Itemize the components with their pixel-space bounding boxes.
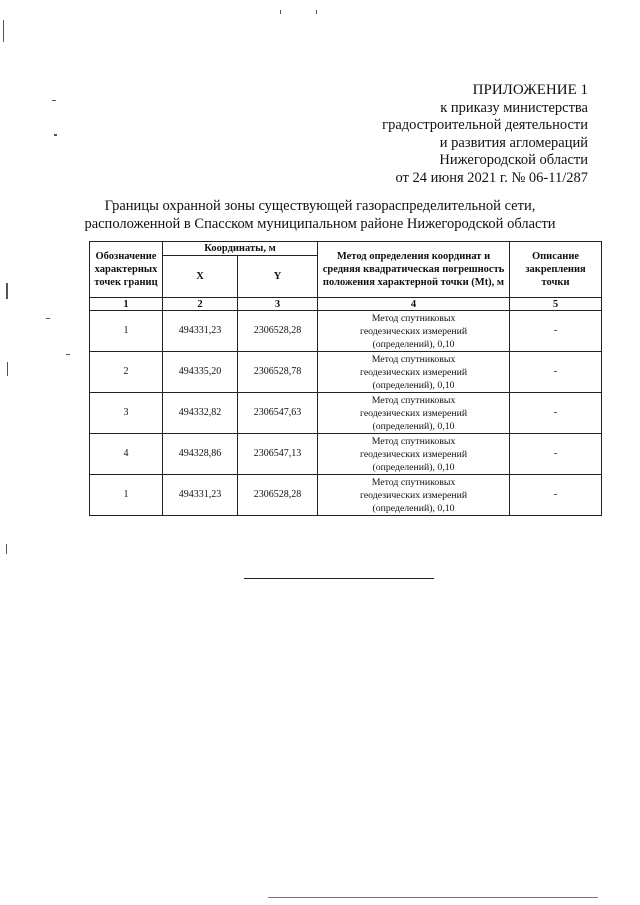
scan-mark	[316, 10, 317, 14]
cell-x: 494335,20	[163, 352, 238, 393]
scan-mark	[52, 100, 56, 101]
scan-mark	[268, 897, 598, 898]
method-line: (определений), 0,10	[372, 461, 455, 473]
column-number: 4	[318, 298, 510, 311]
method-line: Метод спутниковых	[371, 435, 456, 447]
cell-description: -	[510, 393, 602, 434]
appendix-header	[382, 82, 588, 188]
cell-y: 2306528,78	[238, 352, 318, 393]
cell-method	[318, 311, 510, 352]
method-line: Метод спутниковых	[371, 353, 456, 365]
cell-method	[318, 434, 510, 475]
table-row	[90, 475, 602, 516]
cell-x: 494328,86	[163, 434, 238, 475]
appendix-line: Нижегородской области	[439, 152, 588, 169]
header-x: X	[163, 256, 238, 298]
table-row	[90, 352, 602, 393]
method-line: (определений), 0,10	[372, 420, 455, 432]
column-number: 2	[163, 298, 238, 311]
cell-point: 1	[90, 475, 163, 516]
method-line: геодезических измерений	[359, 325, 468, 337]
cell-y: 2306547,13	[238, 434, 318, 475]
header-method: Метод определения координат и средняя квадратическая погрешность положения характерной точки (Mt), м	[318, 242, 510, 298]
scan-mark	[6, 544, 7, 554]
cell-point: 3	[90, 393, 163, 434]
cell-point: 4	[90, 434, 163, 475]
cell-description: -	[510, 311, 602, 352]
table-row	[90, 393, 602, 434]
cell-x: 494331,23	[163, 475, 238, 516]
cell-description: -	[510, 434, 602, 475]
document-title	[60, 198, 580, 233]
scan-mark	[6, 283, 8, 299]
method-line: геодезических измерений	[359, 448, 468, 460]
cell-method	[318, 393, 510, 434]
separator-line	[244, 578, 434, 579]
coordinates-table	[89, 241, 602, 516]
appendix-line: градостроительной деятельности	[382, 117, 588, 134]
appendix-line: к приказу министерства	[440, 99, 588, 116]
header-y: Y	[238, 256, 318, 298]
method-line: Метод спутниковых	[371, 476, 456, 488]
cell-method	[318, 352, 510, 393]
scan-mark	[7, 362, 8, 376]
cell-description: -	[510, 475, 602, 516]
cell-y: 2306528,28	[238, 475, 318, 516]
scan-mark	[3, 20, 4, 42]
scan-mark	[280, 10, 281, 14]
column-number: 1	[90, 298, 163, 311]
scan-mark	[46, 318, 50, 319]
cell-point: 1	[90, 311, 163, 352]
column-number: 5	[510, 298, 602, 311]
method-line: (определений), 0,10	[372, 379, 455, 391]
table-row	[90, 311, 602, 352]
scan-mark	[54, 134, 57, 136]
header-coordinates: Координаты, м	[163, 242, 318, 256]
column-number: 3	[238, 298, 318, 311]
cell-y: 2306528,28	[238, 311, 318, 352]
document-title-line: Границы охранной зоны существующей газораспределительной сети,	[104, 198, 536, 214]
method-line: (определений), 0,10	[372, 502, 455, 514]
cell-x: 494331,23	[163, 311, 238, 352]
method-line: Метод спутниковых	[371, 394, 456, 406]
method-line: геодезических измерений	[359, 489, 468, 501]
method-line: (определений), 0,10	[372, 338, 455, 350]
method-line: Метод спутниковых	[371, 312, 456, 324]
header-point: Обозначение характерных точек границ	[90, 242, 163, 298]
cell-x: 494332,82	[163, 393, 238, 434]
method-line: геодезических измерений	[359, 366, 468, 378]
appendix-line: от 24 июня 2021 г. № 06-11/287	[395, 169, 588, 186]
document-title-line: расположенной в Спасском муниципальном районе Нижегородской области	[84, 215, 556, 232]
scan-mark	[66, 354, 70, 355]
appendix-line: и развития агломераций	[439, 134, 588, 151]
cell-description: -	[510, 352, 602, 393]
table-row	[90, 434, 602, 475]
header-description: Описание закрепления точки	[510, 242, 602, 298]
appendix-title: ПРИЛОЖЕНИЕ 1	[472, 82, 588, 98]
cell-method	[318, 475, 510, 516]
cell-y: 2306547,63	[238, 393, 318, 434]
method-line: геодезических измерений	[359, 407, 468, 419]
cell-point: 2	[90, 352, 163, 393]
